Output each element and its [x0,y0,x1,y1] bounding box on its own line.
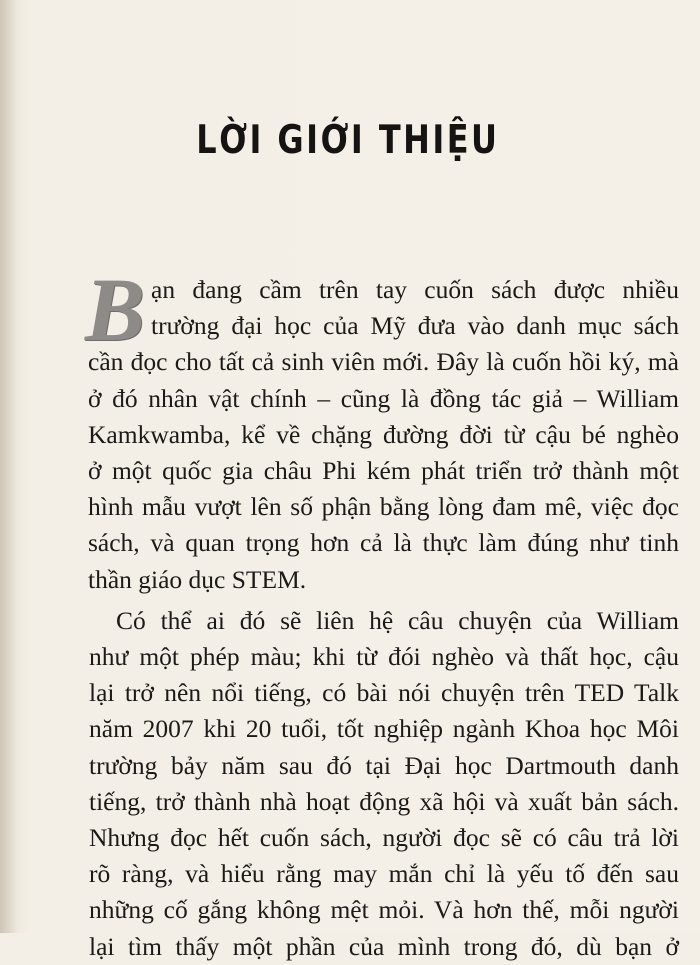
text-line: rõ ràng, và hiểu rằng may mắn chỉ là yếu tố đến sau [89,859,679,889]
drop-cap: B [85,261,146,360]
text-line: cần đọc cho tất cả sinh viên mới. Đây là cuốn hồi ký, mà [88,347,679,377]
text-line: tiếng, trở thành nhà hoạt động xã hội và xuất bản sách. [89,786,679,816]
text-line: như một phép màu; khi từ đói nghèo và thất học, cậu [89,642,679,672]
text-line: sách, và quan trọng hơn cả là thực làm đúng như tinh [88,528,679,558]
text-line: ở đó nhân vật chính – cũng là đồng tác giả – William [88,383,679,413]
paragraph-1-continued [88,344,679,597]
text-line: trường bảy năm sau đó tại Đại học Dartmouth danh [89,750,679,780]
text-line: lại tìm thấy một phần của mình trong đó, dù bạn ở [89,931,679,961]
text-line: những cố gắng không mệt mỏi. Và hơn thế, mỗi người [89,895,679,925]
paragraph-1 [85,261,679,360]
text-line: thần giáo dục STEM. [88,564,307,594]
text-line: ạn đang cầm trên tay cuốn sách được nhiều [151,275,679,304]
text-line: ở một quốc gia châu Phi kém phát triển trở thành một [88,456,679,486]
text-line: lại trở nên nổi tiếng, có bài nói chuyện trên TED Talk [89,678,679,708]
text-line: Nhưng đọc hết cuốn sách, người đọc sẽ có câu trả lời [89,823,679,853]
text-line: hình mẫu vượt lên số phận bằng lòng đam mê, việc đọc [88,492,679,522]
text-line: Kamkwamba, kể về chặng đường đời từ cậu bé nghèo [88,419,679,449]
text-line: Có thể ai đó sẽ liên hệ câu chuyện của William [116,605,679,635]
paragraph-2 [89,603,679,965]
page-title: LỜI GIỚI THIỆU [196,118,500,163]
page-gutter-shadow [0,0,18,933]
body-text [85,261,679,965]
text-line: năm 2007 khi 20 tuổi, tốt nghiệp ngành Khoa học Môi [89,714,679,744]
text-line: trường đại học của Mỹ đưa vào danh mục sách [151,311,679,341]
